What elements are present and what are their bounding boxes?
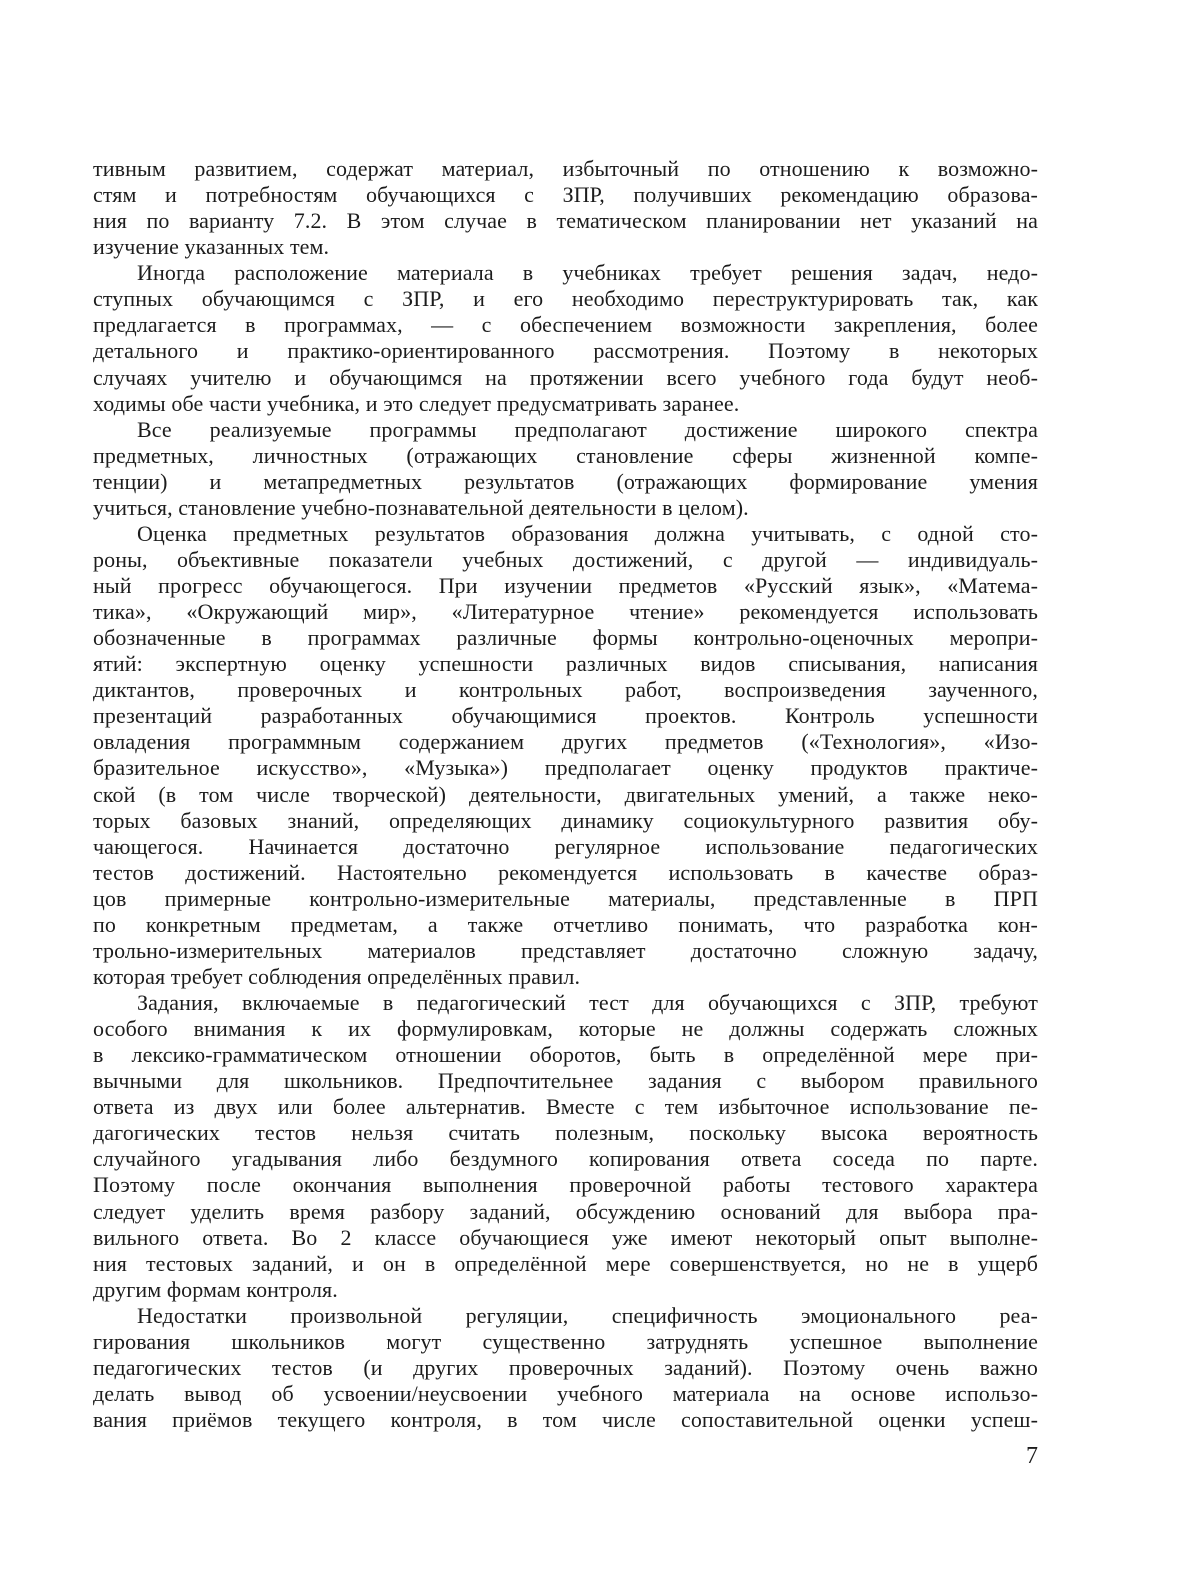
text-line-12: предметных, личностных (отражающих становление сферы жизненной компе- [93,442,1038,468]
text-line-25: ской (в том числе творческой) деятельности, двигательных умений, а также неко- [93,781,1038,807]
text-line-30: по конкретным предметам, а также отчетливо понимать, что разработка кон- [93,911,1038,937]
text-line-32: которая требует соблюдения определённых правил. [93,963,581,989]
text-line-24: бразительное искусство», «Музыка») предполагает оценку продуктов практиче- [93,755,1038,781]
text-line-46: гирования школьников могут существенно затруднять успешное выполнение [93,1328,1038,1354]
text-line-28: тестов достижений. Настоятельно рекомендуется использовать в качестве образ- [93,859,1038,885]
text-line-6: ступных обучающимся с ЗПР, и его необходимо переструктурировать так, как [93,286,1038,312]
text-line-19: обозначенные в программах различные формы контрольно-оценочных меропри- [93,625,1038,651]
text-line-1: тивным развитием, содержат материал, избыточный по отношению к возможно- [93,156,1038,181]
page-number: 7 [1026,1443,1038,1469]
text-line-14: учиться, становление учебно-познавательной деятельности в целом). [93,494,749,520]
text-line-11: Все реализуемые программы предполагают достижение широкого спектра [137,416,1038,442]
text-line-29: цов примерные контрольно-измерительные материалы, представленные в ПРП [93,885,1038,911]
text-line-44: другим формам контроля. [93,1276,338,1302]
text-line-47: педагогических тестов (и других проверочных заданий). Поэтому очень важно [93,1354,1038,1380]
text-line-43: ния тестовых заданий, и он в определённой мере совершенствуется, но не в ущерб [93,1250,1038,1276]
text-line-37: ответа из двух или более альтернатив. Вместе с тем избыточное использование пе- [93,1094,1038,1120]
text-line-16: роны, объективные показатели учебных достижений, с другой — индивидуаль- [93,546,1038,572]
text-line-2: стям и потребностям обучающихся с ЗПР, получивших рекомендацию образова- [93,182,1038,208]
text-line-26: торых базовых знаний, определяющих динамику социокультурного развития обу- [93,807,1038,833]
text-line-17: ный прогресс обучающегося. При изучении предметов «Русский язык», «Матема- [93,573,1038,598]
text-line-31: трольно-измерительных материалов представляет достаточно сложную задачу, [93,937,1038,963]
text-line-34: особого внимания к их формулировкам, которые не должны содержать сложных [93,1016,1038,1042]
text-line-10: ходимы обе части учебника, и это следует предусматривать заранее. [93,390,740,416]
text-line-8: детального и практико-ориентированного рассмотрения. Поэтому в некоторых [93,338,1038,364]
text-line-38: дагогических тестов нельзя считать полезным, поскольку высока вероятность [93,1120,1038,1146]
text-line-9: случаях учителю и обучающимся на протяжении всего учебного года будут необ- [93,364,1038,390]
body-text [93,156,1038,1433]
text-line-22: презентаций разработанных обучающимися проектов. Контроль успешности [93,703,1038,729]
text-line-48: делать вывод об усвоении/неусвоении учебного материала на основе использо- [93,1380,1038,1406]
text-line-27: чающегося. Начинается достаточно регулярное использование педагогических [93,833,1038,859]
text-line-42: вильного ответа. Во 2 классе обучающиеся уже имеют некоторый опыт выполне- [93,1224,1038,1250]
text-line-18: тика», «Окружающий мир», «Литературное чтение» рекомендуется использовать [93,599,1038,625]
text-line-21: диктантов, проверочных и контрольных работ, воспроизведения заученного, [93,677,1038,703]
text-line-20: ятий: экспертную оценку успешности различных видов списывания, написания [93,651,1038,677]
text-line-39: случайного угадывания либо бездумного копирования ответа соседа по парте. [93,1146,1038,1172]
text-line-35: в лексико-грамматическом отношении оборотов, быть в определённой мере при- [93,1042,1038,1068]
text-line-23: овладения программным содержанием других предметов («Технология», «Изо- [93,729,1038,755]
text-line-4: изучение указанных тем. [93,234,330,260]
text-line-13: тенции) и метапредметных результатов (отражающих формирование умения [93,468,1038,494]
text-line-45: Недостатки произвольной регуляции, специфичность эмоционального реа- [137,1302,1038,1328]
text-line-36: вычными для школьников. Предпочтительнее задания с выбором правильного [93,1068,1038,1094]
text-line-41: следует уделить время разбору заданий, обсуждению оснований для выбора пра- [93,1198,1038,1224]
text-line-15: Оценка предметных результатов образования должна учитывать, с одной сто- [137,520,1038,546]
text-line-40: Поэтому после окончания выполнения проверочной работы тестового характера [93,1172,1038,1198]
text-line-33: Задания, включаемые в педагогический тест для обучающихся с ЗПР, требуют [137,990,1038,1015]
text-line-49: вания приёмов текущего контроля, в том числе сопоставительной оценки успеш- [93,1407,1038,1432]
text-line-5: Иногда расположение материала в учебниках требует решения задач, недо- [137,260,1038,286]
text-line-7: предлагается в программах, — с обеспечением возможности закрепления, более [93,312,1038,338]
text-line-3: ния по варианту 7.2. В этом случае в тематическом планировании нет указаний на [93,208,1038,234]
